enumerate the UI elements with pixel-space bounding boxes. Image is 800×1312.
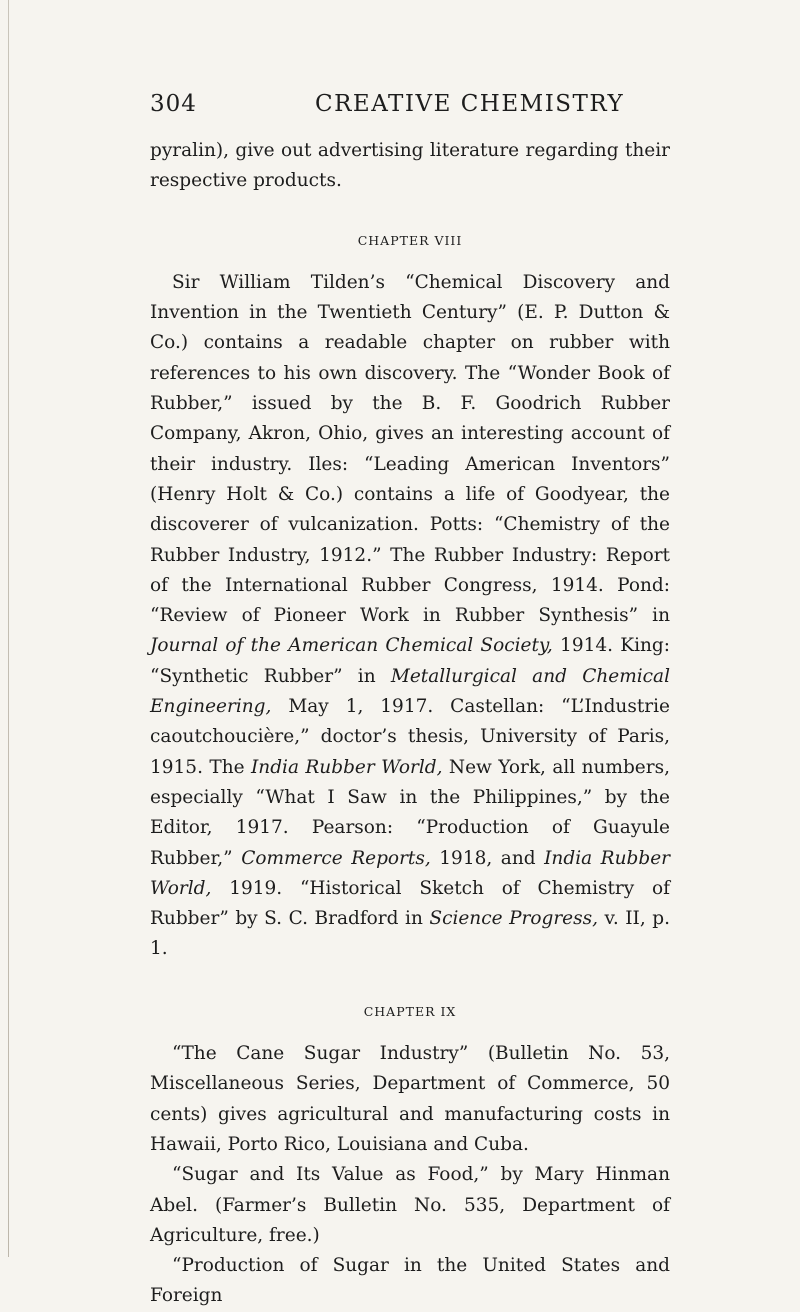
italic-title: Science Progress, [429, 908, 599, 930]
paragraph-sugar-food: “Sugar and Its Value as Food,” by Mary Hinman Abel. (Farmer’s Bulletin No. 535, Department of Agriculture, free.) [150, 1164, 670, 1246]
page-header [150, 91, 650, 131]
paragraph-cane-sugar: “The Cane Sugar Industry” (Bulletin No. 53, Miscellaneous Series, Department of Commerce, 50 cents) gives agricultural and manufacturing costs in Hawaii, Porto Rico, Louisiana and Cuba. [150, 1043, 670, 1155]
text-run: 1918, and [430, 847, 545, 869]
paragraph-sugar-production: “Production of Sugar in the United States and Foreign [150, 1255, 670, 1307]
text-run: v. II, p. 1. [150, 908, 670, 960]
text-run: 1919. “Historical Sketch of Chemistry of Rubber” by S. C. Bradford in [150, 877, 670, 930]
chapter-heading-ix: CHAPTER IX [363, 1003, 457, 1019]
italic-title: Metallurgical and Chemical Engineering, [150, 665, 670, 718]
italic-title: Commerce Reports, [241, 847, 431, 869]
italic-title: India Rubber World, [150, 847, 671, 899]
text-run: May 1, 1917. Castellan: “L’Industrie caoutchoucière,” doctor’s thesis, University of Paris, 1915. The [150, 696, 670, 778]
text-run: New York, all numbers, especially “What I Saw in the Philippines,” by the Editor, 1917. Pearson: “Production of Guayule Rubber,” [150, 756, 670, 869]
text-run: Sir William Tilden’s “Chemical Discovery and Invention in the Twentieth Century” (E. P. Dutton & Co.) contains a readable chapter on rubber with references to his own discovery. The “Wonder Book of Rubber,” issued by the B. F. Goodrich Rubber Company, Akron, Ohio, gives an interesting account of their industry. Iles: “Leading American Inventors” (Henry Holt & Co.) contains a life of Goodyear, the discoverer of vulcanization. Potts: “Chemistry of the Rubber Industry, 1912.” The Rubber Industry: Report of the International Rubber Congress, 1914. Pond: “Review of Pioneer Work in Rubber Synthesis” in [150, 271, 670, 627]
chapter-heading-viii: CHAPTER VIII [357, 232, 463, 248]
page-edge-line [8, 0, 9, 1257]
paragraph-continuation: pyralin), give out advertising literature regarding their respective products. [150, 140, 670, 192]
page-body [150, 136, 670, 1312]
text-run: 1914. King: “Synthetic Rubber” in [150, 635, 670, 687]
running-head: CREATIVE CHEMISTRY [315, 91, 625, 117]
italic-title: India Rubber World, [250, 756, 443, 778]
paragraph-rubber-references [150, 268, 670, 965]
page-number: 304 [150, 91, 197, 117]
italic-title: Journal of the American Chemical Society, [150, 635, 553, 657]
